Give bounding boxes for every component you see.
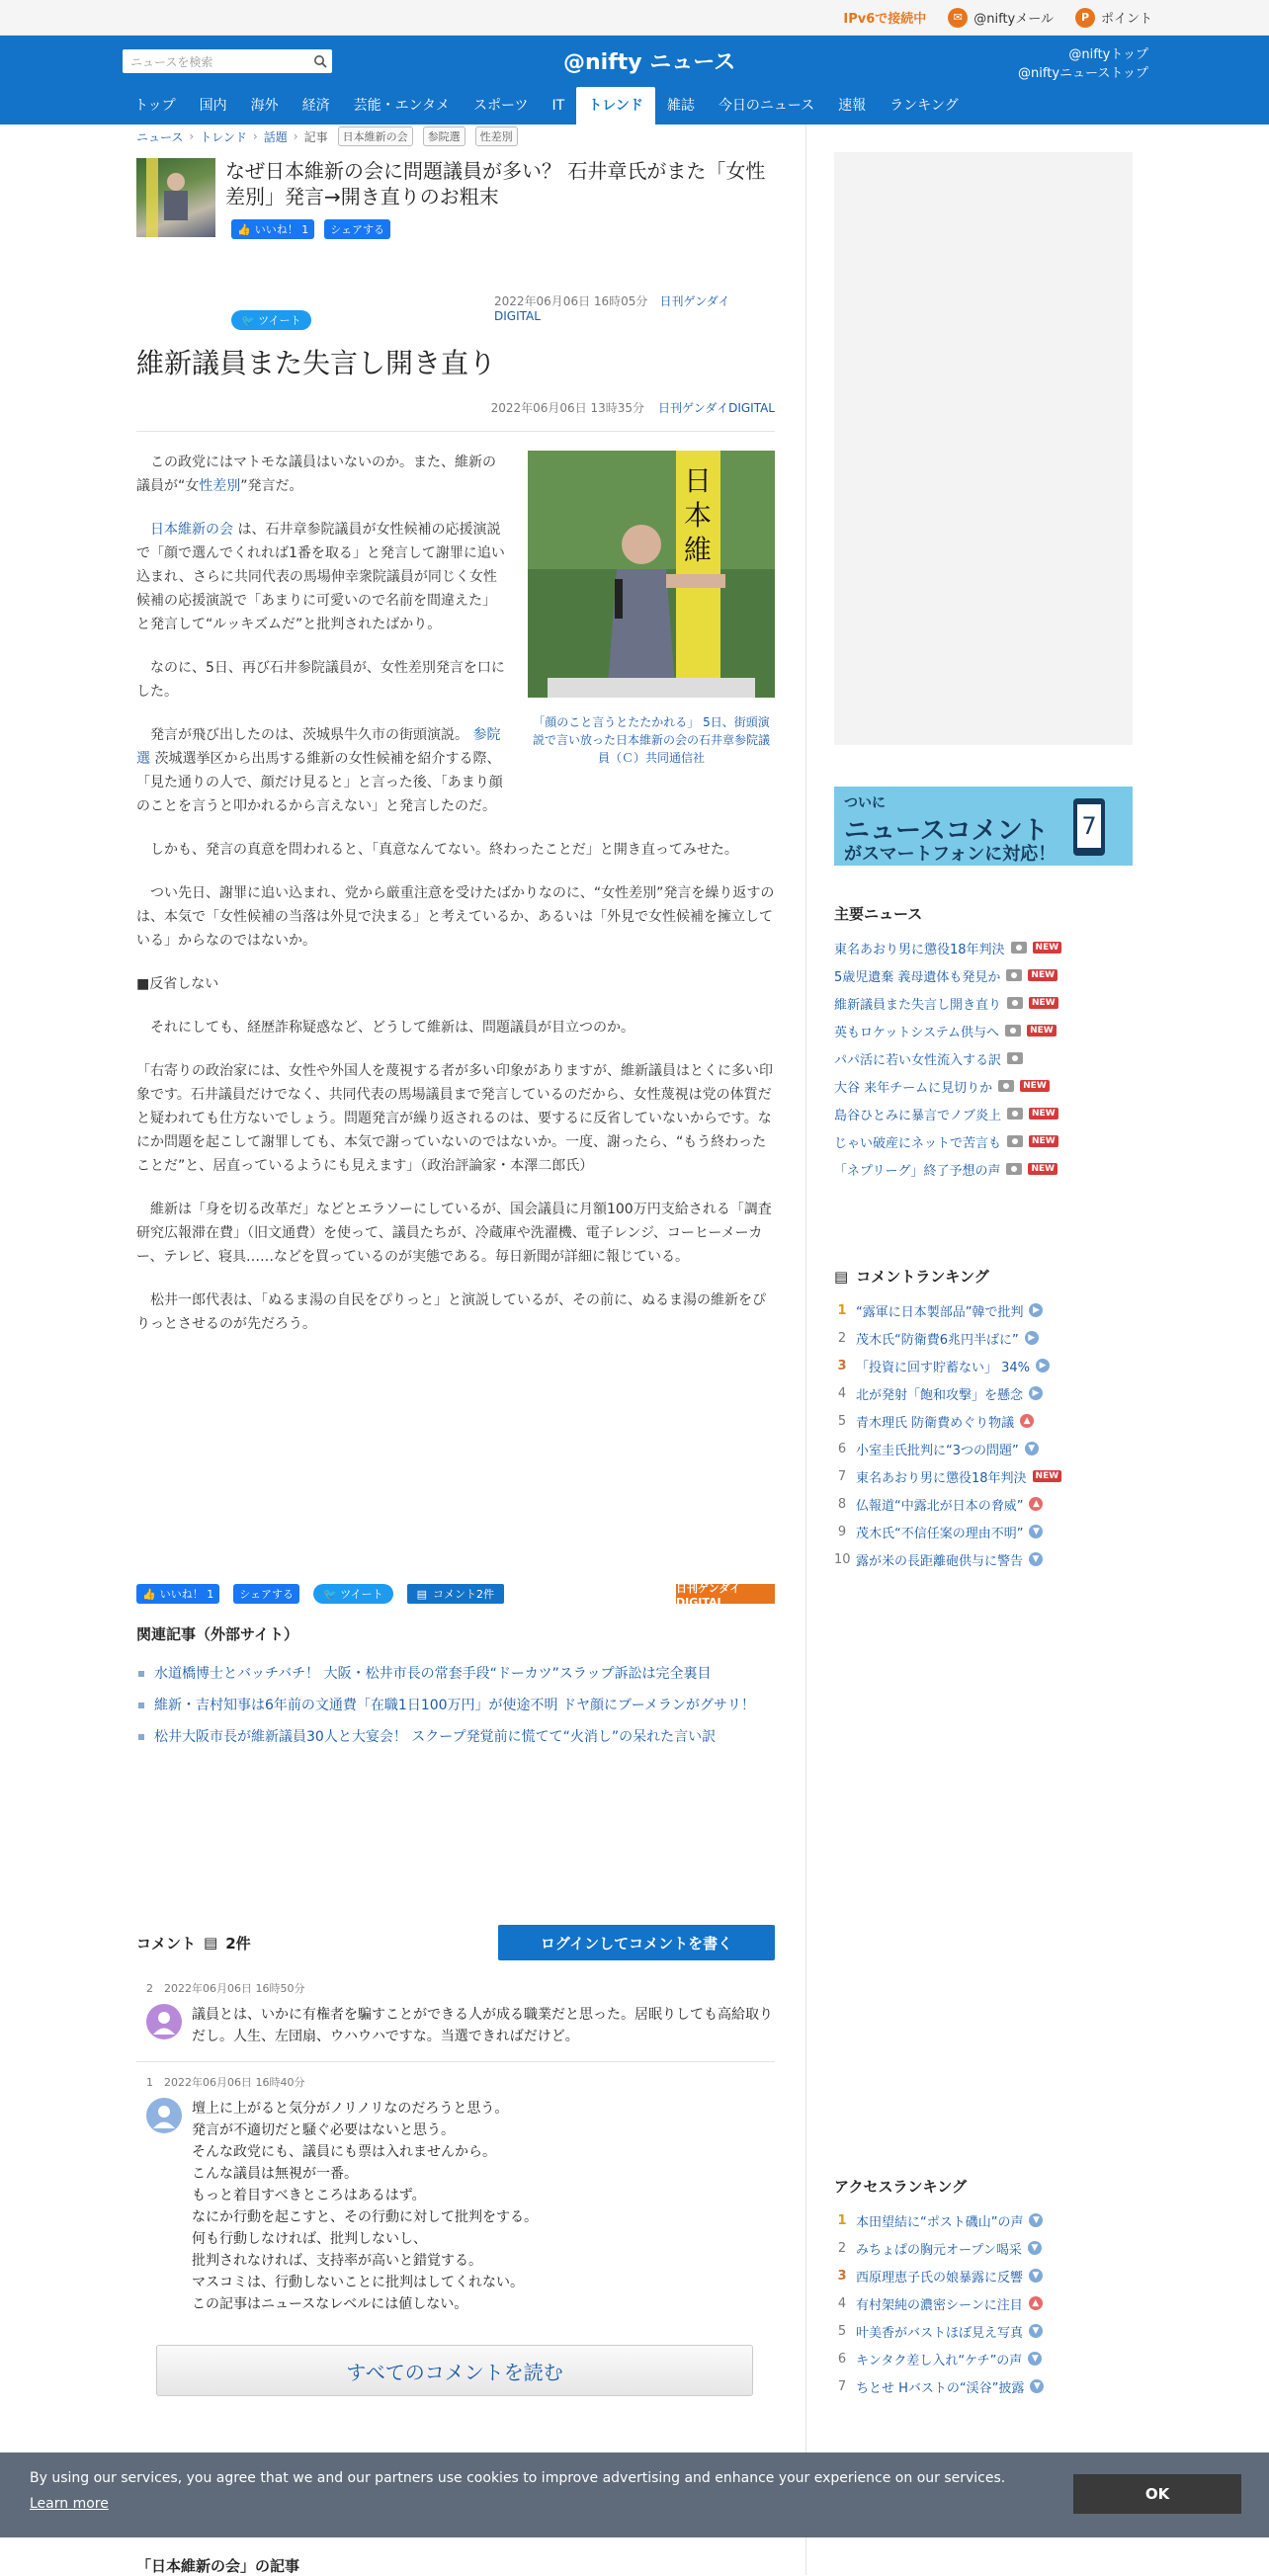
trend-down-icon: ▼ — [1029, 2324, 1043, 2338]
comment-ranking-title: コメントランキング — [856, 1268, 989, 1286]
main-news-item[interactable] — [834, 934, 1133, 961]
main-news-item-label: 英もロケットシステム供与へ — [834, 1025, 1000, 1040]
main-news — [834, 903, 1133, 1183]
comments-count: 2件 — [225, 1934, 251, 1953]
new-badge: NEW — [1020, 1080, 1050, 1092]
rank-label: 茂木氏“不信任案の理由不明” — [856, 1526, 1024, 1541]
main-news-item[interactable] — [834, 989, 1133, 1017]
rank-number: 1 — [837, 2212, 847, 2228]
mail-icon: ✉ — [948, 8, 968, 28]
nav-ranking[interactable]: ランキング — [889, 98, 959, 114]
comment-icon: ▤ — [834, 1267, 849, 1286]
top-article-title[interactable]: なぜ日本維新の会に問題議員が多い？ 石井章氏がまた「女性差別」発言→開き直りのお粗末 — [225, 159, 766, 208]
comment-ranking-item[interactable] — [834, 1518, 1133, 1545]
trend-up-icon: ▲ — [1020, 1414, 1034, 1428]
trend-right-icon: ▶ — [1029, 1386, 1043, 1400]
photo-caption: 「顔のこと言うとたたかれる」 5日、街頭演説で言い放った日本維新の会の石井章参院議員（Ｃ）共同通信社 — [532, 715, 770, 765]
divider — [136, 431, 775, 432]
rank-label: 本田望結に“ポスト磯山”の声 — [856, 2214, 1024, 2230]
breadcrumb-separator: › — [293, 129, 298, 143]
comment-ranking-item[interactable] — [834, 1435, 1133, 1462]
breadcrumb-news[interactable]: ニュース — [136, 129, 184, 144]
rank-label: 小室圭氏批判に“3つの問題” — [856, 1443, 1019, 1458]
comments-label: コメント — [136, 1934, 197, 1953]
comment-ranking-item[interactable] — [834, 1324, 1133, 1352]
rank-number: 7 — [837, 1468, 847, 1484]
article-photo — [528, 451, 775, 767]
camera-icon — [1007, 997, 1023, 1009]
new-badge: NEW — [1027, 1025, 1057, 1037]
article-photo-image[interactable] — [528, 451, 775, 698]
top-like-button[interactable]: 👍 いいね！ 1 — [231, 219, 314, 239]
rank-number: 4 — [837, 1385, 847, 1401]
rank-label: 仏報道“中露北が日本の脅威” — [856, 1498, 1024, 1514]
related-articles — [136, 1623, 775, 1755]
rank-label: 青木理氏 防衛費めぐり物議 — [856, 1415, 1015, 1431]
top-share-buttons — [231, 219, 390, 239]
access-ranking-item[interactable] — [834, 2317, 1133, 2345]
comment-item — [136, 2062, 775, 2329]
point-link[interactable]: P ポイント — [1075, 8, 1152, 28]
ipv6-status: IPv6で接続中 — [843, 12, 927, 27]
trend-up-icon: ▲ — [1029, 2296, 1043, 2310]
nav-breaking[interactable]: 速報 — [838, 98, 867, 114]
main-news-item[interactable] — [834, 1072, 1133, 1100]
paragraph-10: 松井一郎代表は、「ぬるま湯の自民をぴりっと」と演説しているが、その前に、ぬるま湯の維新をぴりっとさせるのが先だろう。 — [136, 1292, 766, 1332]
comment-meta: 1 2022年06月06日 16時40分 — [146, 2076, 305, 2089]
article-body — [136, 451, 775, 1356]
trend-down-icon: ▼ — [1029, 1525, 1043, 1538]
search-input[interactable]: ニュースを検索 — [130, 54, 213, 69]
related-item[interactable]: 松井大阪市長が維新議員30人と大宴会！ スクープ発覚前に慌てて“火消し”の呆れた言い訳 — [136, 1723, 775, 1751]
comment-icon: ▤ — [204, 1934, 218, 1952]
trend-down-icon: ▼ — [1029, 2269, 1043, 2283]
rank-label: 有村架純の濃密シーンに注目 — [856, 2297, 1023, 2313]
main-news-item[interactable] — [834, 1044, 1133, 1072]
tag-ishin[interactable]: 日本維新の会 — [338, 126, 413, 146]
article-source[interactable]: 日刊ゲンダイDIGITAL — [658, 401, 775, 415]
link-ishin[interactable]: 日本維新の会 — [150, 522, 233, 538]
svg-text:7: 7 — [1081, 812, 1097, 840]
top-article — [136, 158, 775, 326]
comments-header — [136, 1925, 775, 1960]
related-topic-heading: 「日本維新の会」の記事 — [136, 2557, 300, 2575]
new-badge: NEW — [1029, 1108, 1058, 1120]
tweet-button[interactable]: 🐦 ツイート — [313, 1584, 393, 1604]
new-badge: NEW — [1033, 942, 1062, 954]
comment-ranking-item[interactable] — [834, 1379, 1133, 1407]
new-badge: NEW — [1029, 997, 1058, 1009]
paragraph-3: なのに、5日、再び石井参院議員が、女性差別発言を口にした。 — [136, 660, 505, 700]
breadcrumb-article: 記事 — [303, 129, 328, 144]
trend-down-icon: ▼ — [1025, 1442, 1039, 1455]
access-ranking-item[interactable] — [834, 2262, 1133, 2289]
nifty-top-link[interactable]: @niftyトップ — [1068, 47, 1148, 62]
header-links — [1018, 45, 1148, 83]
rank-number: 4 — [837, 2295, 847, 2311]
svg-text:日: 日 — [683, 464, 713, 497]
rank-number: 6 — [837, 2351, 847, 2367]
column-divider — [805, 125, 806, 2575]
breadcrumb-separator: › — [252, 129, 258, 143]
new-badge: NEW — [1028, 1163, 1058, 1175]
camera-icon — [1006, 969, 1022, 981]
article-share-bar — [136, 1581, 775, 1609]
point-icon: P — [1075, 8, 1095, 28]
rank-number: 9 — [837, 1524, 847, 1539]
rank-label: 茂木氏“防衛費6兆円半ばに” — [856, 1332, 1019, 1348]
nav-domestic[interactable]: 国内 — [199, 98, 227, 114]
paragraph-4: 発言が飛び出したのは、茨城県牛久市の街頭演説。 参院選 茨城選挙区から出馬する維新の女性候補を紹介する際、「見た通りの人で、顔だけ見ると」と言った後、「あまり顔のことを言うと叩かれるから言えない」と発言したのだ。 — [136, 727, 503, 814]
rank-label: 東名あおり男に懲役18年判決 — [856, 1470, 1027, 1486]
comment-ranking — [834, 1266, 1133, 1573]
avatar — [146, 2004, 182, 2039]
main-news-item-label: じゃい破産にネットで苦言も — [834, 1135, 1002, 1151]
breadcrumb — [136, 125, 775, 148]
smartphone-icon — [1059, 792, 1119, 862]
camera-icon — [1011, 942, 1027, 954]
trend-down-icon: ▼ — [1029, 1552, 1043, 1566]
main-news-item-label: 「ネプリーグ」終了予想の声 — [834, 1163, 1001, 1179]
main-news-item-label: 島谷ひとみに暴言でノブ炎上 — [834, 1108, 1002, 1123]
main-news-item-label: 東名あおり男に懲役18年判決 — [834, 942, 1005, 957]
main-news-item[interactable] — [834, 1127, 1133, 1155]
cookie-ok-button[interactable]: OK — [1073, 2474, 1241, 2514]
rank-number: 5 — [837, 1413, 847, 1429]
sidebar — [834, 152, 1133, 2400]
nav-magazine[interactable]: 雑誌 — [666, 98, 695, 114]
rank-label: 西原理恵子氏の娘暴露に反響 — [856, 2270, 1024, 2285]
rank-label: 北が発射「飽和攻撃」を懸念 — [856, 1387, 1024, 1403]
rank-label: 叶美香がバストほぼ見え写真 — [856, 2325, 1024, 2341]
access-ranking — [834, 2176, 1133, 2400]
top-article-thumbnail[interactable] — [136, 158, 215, 237]
comment-ranking-item[interactable] — [834, 1462, 1133, 1490]
rank-label: ちとせ Hバストの“渓谷”披露 — [856, 2380, 1025, 2396]
site-header — [0, 36, 1269, 125]
trend-right-icon: ▶ — [1025, 1331, 1039, 1345]
access-ranking-item[interactable] — [834, 2345, 1133, 2372]
camera-icon — [1007, 1108, 1023, 1120]
nav-entertainment[interactable]: 芸能・エンタメ — [353, 98, 451, 114]
login-to-comment-button[interactable]: ログインしてコメントを書く — [498, 1925, 775, 1960]
nav-today[interactable]: 今日のニュース — [718, 98, 815, 114]
subheading: ■反省しない — [136, 976, 219, 992]
article-meta — [491, 399, 775, 416]
camera-icon — [1005, 1025, 1021, 1037]
main-news-item[interactable] — [834, 1100, 1133, 1127]
nav-sports[interactable]: スポーツ — [473, 98, 529, 114]
paragraph-5: しかも、発言の真意を問われると、「真意なんてない。終わったことだ」と開き直ってみせた。 — [150, 842, 738, 858]
cookie-text: By using our services, you agree that we and our partners use cookies to improve advertising and enhance your experience on our services. — [30, 2470, 1006, 2486]
paragraph-9: 維新は「身を切る改革だ」などとエラソーにしているが、国会議員に月額100万円支給される「調査研究広報滞在費」（旧文通費）を使って、議員たちが、冷蔵庫や洗濯機、電子レンジ、コーヒーメーカー、テレビ、寝具……などを買っているのが実態である。毎日新聞が詳細に報じている。 — [136, 1202, 772, 1265]
trend-down-icon: ▼ — [1029, 2213, 1043, 2227]
related-title: 関連記事（外部サイト） — [136, 1625, 298, 1643]
rank-label: みちょぱの胸元オープン喝采 — [856, 2242, 1022, 2258]
trend-up-icon: ▲ — [1029, 1497, 1043, 1511]
main-news-item-label: 5歳児遺棄 義母遺体も発見か — [834, 969, 1001, 985]
like-button[interactable]: 👍 いいね！ 1 — [136, 1584, 219, 1604]
access-ranking-item[interactable] — [834, 2206, 1133, 2234]
nav-world[interactable]: 海外 — [250, 98, 279, 114]
main-news-item-label: 大谷 来年チームに見切りか — [834, 1080, 993, 1096]
svg-text:維: 維 — [683, 534, 713, 566]
rank-label: “露軍に日本製部品”韓で批判 — [856, 1304, 1024, 1320]
rank-number: 2 — [837, 1330, 847, 1346]
camera-icon — [1007, 1135, 1023, 1147]
rank-number: 3 — [837, 1358, 847, 1373]
breadcrumb-separator: › — [189, 129, 195, 143]
comment-icon: ▤ — [416, 1587, 428, 1601]
tag-election[interactable]: 参院選 — [423, 126, 465, 146]
rank-number: 6 — [837, 1441, 847, 1456]
gendai-logo[interactable]: 日刊ゲンダイDIGITAL — [676, 1584, 775, 1604]
related-item[interactable]: 維新・吉村知事は6年前の文通費「在職1日100万円」が使途不明 ドヤ顔にブーメランがグサリ！ — [136, 1692, 775, 1719]
comment-item — [136, 1968, 775, 2062]
access-ranking-item[interactable] — [834, 2372, 1133, 2400]
top-share-button[interactable]: シェアする — [324, 219, 390, 239]
comment-count-button[interactable]: ▤ コメント2件 — [407, 1584, 504, 1604]
top-article-meta — [494, 294, 775, 324]
nifty-news-top-link[interactable]: @niftyニューストップ — [1018, 66, 1148, 81]
comment-ranking-item[interactable] — [834, 1407, 1133, 1435]
avatar — [146, 2098, 182, 2133]
svg-text:本: 本 — [683, 499, 713, 532]
link-election[interactable]: 参院選 — [136, 727, 501, 767]
main-news-item[interactable] — [834, 961, 1133, 989]
thumbs-up-icon: 👍 — [142, 1587, 156, 1601]
rank-label: 「投資に回す貯蓄ない」 34% — [856, 1360, 1031, 1375]
trend-right-icon: ▶ — [1029, 1303, 1043, 1317]
rank-number: 5 — [837, 2323, 847, 2339]
paragraph-8: 「右寄りの政治家には、女性や外国人を蔑視する者が多い印象がありますが、維新議員はとくに多い印象です。石井議員だけでなく、共同代表の馬場議員まで発言しているのだから、女性蔑視は党の体質だと疑われても仕方ないでしょう。問題発言が繰り返されるのは、要するに反省していないからです。なにか問題を起こして謝罪しても、本気で謝っていないのではないか。一度、謝ったら、“もう終わったことだ”と、居直っているようにも見えます」（政治評論家・本澤二郎氏） — [136, 1063, 773, 1174]
paragraph-7: それにしても、経歴詐称疑惑など、どうして維新は、問題議員が目立つのか。 — [150, 1020, 634, 1036]
read-all-comments-button[interactable]: すべてのコメントを読む — [156, 2345, 753, 2396]
nav-trend[interactable]: トレンド — [576, 87, 655, 125]
article-date: 2022年06月06日 13時35分 — [490, 401, 645, 415]
main-nav — [123, 87, 971, 125]
comment-text: 壇上に上がると気分がノリノリなのだろうと思う。 発言が不適切だと騒ぐ必要はないと思う。 そんな政党にも、議員にも票は入れませんから。 こんな議員は無視が一番。 もっと着目すべきところはあるはず。 なにか行動を起こすと、その行動に対して批判をする。 何も行動しなければ、批判しないし、 批判されなければ、支持率が高いと錯覚する。 マスコミは、行動しないことに批判はしてくれない。 この記事はニュースなレベルには値しない。 — [192, 2101, 538, 2312]
main-news-item-label: パパ活に若い女性流入する訳 — [834, 1052, 1002, 1068]
link-gender-discrimination[interactable]: 性差別 — [199, 478, 241, 494]
nav-top[interactable]: トップ — [134, 98, 176, 114]
trend-down-icon: ▼ — [1028, 2241, 1042, 2255]
rank-number: 2 — [837, 2240, 847, 2256]
article-title: 維新議員また失言し開き直り — [136, 347, 497, 379]
ad-slot[interactable] — [834, 152, 1133, 745]
paragraph-2: 日本維新の会 は、石井章参院議員が女性候補の応援演説で「顔で選んでくれれば1番を取る」と発言して謝罪に追い込まれ、さらに共同代表の馬場伸幸衆院議員が同じく女性候補の応援演説で「あまりに可愛いので名前を間違えた」と発言して“ルッキズムだ”と批判されたばかり。 — [136, 522, 505, 632]
comment-text: 議員とは、いかに有権者を騙すことができる人が成る職業だと思った。居眠りしても高給取りだし。人生、左団扇、ウハウハですな。当選できればだけど。 — [192, 2007, 773, 2044]
rank-number: 10 — [834, 1551, 851, 1567]
paragraph-6: つい先日、謝罪に追い込まれ、党から厳重注意を受けたばかりなのに、“女性差別”発言を繰り返すのは、本気で「女性候補の当落は外見で決まる」と考えているか、あるいは「外見で女性候補を擁立している」からなのではないか。 — [136, 885, 775, 949]
rank-number: 8 — [837, 1496, 847, 1512]
search-box[interactable] — [123, 49, 332, 73]
rank-label: キンタク差し入れ“ケチ”の声 — [856, 2353, 1023, 2368]
main-news-item-label: 維新議員また失言し開き直り — [834, 997, 1002, 1013]
comment-app-banner[interactable]: ついに ニュースコメント がスマートフォンに対応！ 7 — [834, 787, 1133, 866]
new-badge: NEW — [1029, 1135, 1058, 1147]
trend-down-icon: ▼ — [1028, 2352, 1042, 2366]
bird-icon: 🐦 — [322, 1587, 337, 1601]
breadcrumb-trend[interactable]: トレンド — [200, 129, 247, 144]
comment-meta: 2 2022年06月06日 16時50分 — [146, 1982, 305, 1995]
tag-discrimination[interactable]: 性差別 — [475, 126, 518, 146]
comment-ranking-item[interactable] — [834, 1352, 1133, 1379]
new-badge: NEW — [1028, 969, 1058, 981]
breadcrumb-topic[interactable]: 話題 — [263, 129, 288, 144]
share-button[interactable]: シェアする — [233, 1584, 299, 1604]
camera-icon — [998, 1080, 1014, 1092]
rank-number: 7 — [837, 2378, 847, 2394]
rank-number: 1 — [837, 1302, 847, 1318]
camera-icon — [1007, 1052, 1023, 1064]
top-article-source[interactable]: 日刊ゲンダイDIGITAL — [494, 294, 730, 323]
top-article-date: 2022年06月06日 16時05分 — [494, 294, 648, 308]
cookie-banner — [0, 2452, 1269, 2537]
rank-label: 露が米の長距離砲供与に警告 — [856, 1553, 1024, 1569]
related-item[interactable]: 水道橋博士とバッチバチ！ 大阪・松井市長の常套手段“ドーカツ”スラップ訴訟は完全裏目 — [136, 1660, 775, 1688]
search-icon[interactable] — [308, 49, 332, 73]
trend-right-icon: ▶ — [1036, 1359, 1050, 1372]
main-news-title: 主要ニュース — [834, 905, 923, 923]
access-ranking-title: アクセスランキング — [834, 2178, 968, 2196]
trend-down-icon: ▼ — [1030, 2379, 1044, 2393]
main-news-item[interactable] — [834, 1155, 1133, 1183]
nav-economy[interactable]: 経済 — [301, 98, 330, 114]
camera-icon — [1006, 1163, 1022, 1175]
rank-number: 3 — [837, 2268, 847, 2284]
comments-section — [136, 1925, 775, 2396]
mail-link[interactable]: ✉ @niftyメール — [948, 8, 1054, 28]
utility-bar — [0, 0, 1269, 36]
bird-icon: 🐦 — [241, 313, 255, 327]
comment-ranking-item[interactable] — [834, 1490, 1133, 1518]
site-logo[interactable]: @nifty ニュース — [563, 50, 736, 75]
access-ranking-item[interactable] — [834, 2234, 1133, 2262]
learn-more-link[interactable]: Learn more — [30, 2496, 109, 2512]
thumbs-up-icon: 👍 — [237, 222, 251, 236]
nav-it[interactable]: IT — [551, 98, 565, 114]
comment-ranking-item[interactable] — [834, 1545, 1133, 1573]
comment-ranking-item[interactable] — [834, 1296, 1133, 1324]
paragraph-1: この政党にはマトモな議員はいないのか。また、維新の議員が“女性差別”発言だ。 — [136, 455, 496, 494]
new-badge: NEW — [1033, 1470, 1062, 1482]
top-tweet-button[interactable]: 🐦 ツイート — [231, 310, 311, 330]
main-news-item[interactable] — [834, 1017, 1133, 1044]
access-ranking-item[interactable] — [834, 2289, 1133, 2317]
